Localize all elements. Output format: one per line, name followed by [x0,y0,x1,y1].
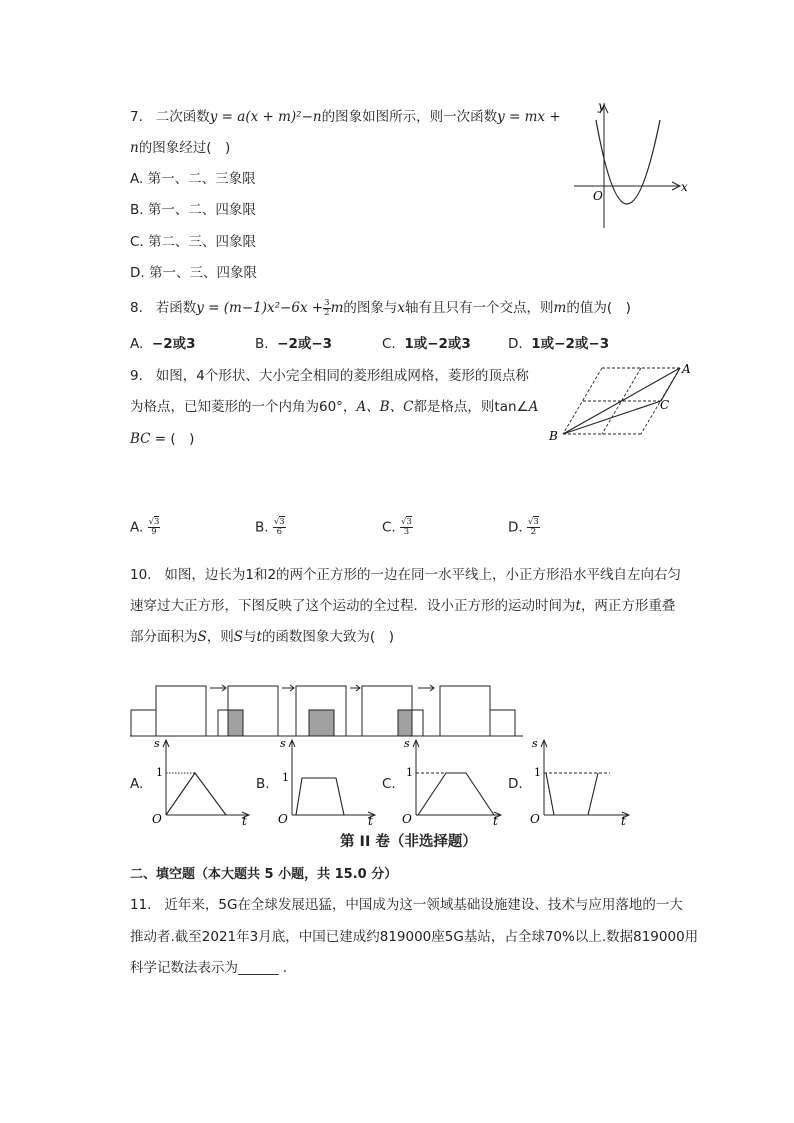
q7-line1: 7. 二次函数y = a(x + m)²−n的图象如图所示，则一次函数y = mx + [130,109,561,125]
q10-option-c-label: C. [382,776,396,792]
q10-graph-b [274,735,384,825]
q7-linear-function: y = mx + [497,109,561,125]
q11-line1: 11. 近年来，5G在全球发展迅猛，中国成为这一领域基础设施建设、技术与应用落地的一大 [130,897,683,913]
q11-number: 11. [130,897,152,913]
q9-rhombus-grid [540,358,705,448]
q10-line2: 速穿过大正方形，下图反映了这个运动的全过程．设小正方形的运动时间为t，两正方形重叠 [130,598,676,614]
q7-option-b: B. 第一、二、四象限 [130,202,256,218]
q8-option-a: A. −2或3 [130,336,196,352]
q8-option-b: B. −2或−3 [255,336,333,352]
q10-graph-c [398,735,510,825]
q9-option-a: A. $\frac{√3}{9}$ [130,517,160,537]
q9-line3: BC = ( ) [130,431,195,447]
q9-line2: 为格点，已知菱形的一个内角为60°，A、B、C都是格点，则tan∠A [130,399,539,415]
q7-line2: n的图象经过( ) [130,140,231,156]
q7-option-d: D. 第一、三、四象限 [130,265,257,281]
svg-text:O: O [152,812,162,825]
svg-text:t: t [493,814,498,825]
q8-option-c: C. 1或−2或3 [382,336,471,352]
q9-line1: 9. 如图，4个形状、大小完全相同的菱形组成网格，菱形的顶点称 [130,368,529,384]
q7-x-label: x [681,180,688,194]
q9-point-c: C [660,398,670,412]
q10-line3: 部分面积为S，则S与t的函数图象大致为( ) [130,629,394,645]
svg-text:1: 1 [406,766,413,779]
q10-line1: 10. 如图，边长为1和2的两个正方形的一边在同一水平线上，小正方形沿水平线自左向右匀 [130,567,682,583]
svg-text:1: 1 [534,766,541,779]
q9-point-a: A [682,362,691,376]
svg-text:s: s [532,737,538,750]
svg-text:1: 1 [156,766,163,779]
q7-number: 7. [130,109,143,125]
q7-origin-label: O [593,189,603,203]
q7-parabola-figure [568,98,698,233]
q9-option-b: B. $\frac{√3}{6}$ [255,517,285,537]
q10-graph-a [148,735,258,825]
q8-fraction: $\frac{3}{2}$ [324,297,330,318]
svg-text:t: t [368,814,373,825]
svg-text:t: t [621,814,626,825]
q7-option-a: A. 第一、二、三象限 [130,171,256,187]
q8-stem: 8. 若函数y = (m−1)x²−6x + $\frac{3}{2}$ m的图象与x轴有且只有一个交点，则m的值为( ) [130,297,631,318]
q7-y-label: y [598,99,605,113]
q7-option-c: C. 第二、三、四象限 [130,234,257,250]
q10-number: 10. [130,567,152,583]
q8-option-d: D. 1或−2或−3 [508,336,610,352]
svg-text:s: s [280,737,286,750]
q9-point-b: B [549,429,558,443]
svg-text:1: 1 [282,771,289,784]
svg-text:O: O [278,812,288,825]
q11-line2: 推动者.截至2021年3月底，中国已建成约819000座5G基站，占全球70%以上.数据819000用 [130,929,699,945]
svg-text:s: s [154,737,160,750]
q11-line3: 科学记数法表示为______ . [130,960,288,976]
svg-text:s: s [404,737,410,750]
q9-number: 9. [130,368,143,384]
q10-graph-d [526,735,638,825]
q10-option-a-label: A. [130,776,144,792]
svg-text:O: O [402,812,412,825]
section-2-title: 第 II 卷（非选择题） [340,834,477,850]
q10-option-d-label: D. [508,776,523,792]
q10-motion-diagram [128,680,528,740]
q7-function: y = a(x + m)²−n [209,109,322,125]
svg-text:O: O [530,812,540,825]
q10-option-b-label: B. [256,776,270,792]
svg-text:t: t [242,814,247,825]
q8-number: 8. [130,300,143,316]
q9-option-c: C. $\frac{√3}{3}$ [382,517,412,537]
q9-option-d: D. $\frac{√3}{2}$ [508,517,539,537]
section-2-heading: 二、填空题（本大题共 5 小题，共 15.0 分） [130,867,398,882]
